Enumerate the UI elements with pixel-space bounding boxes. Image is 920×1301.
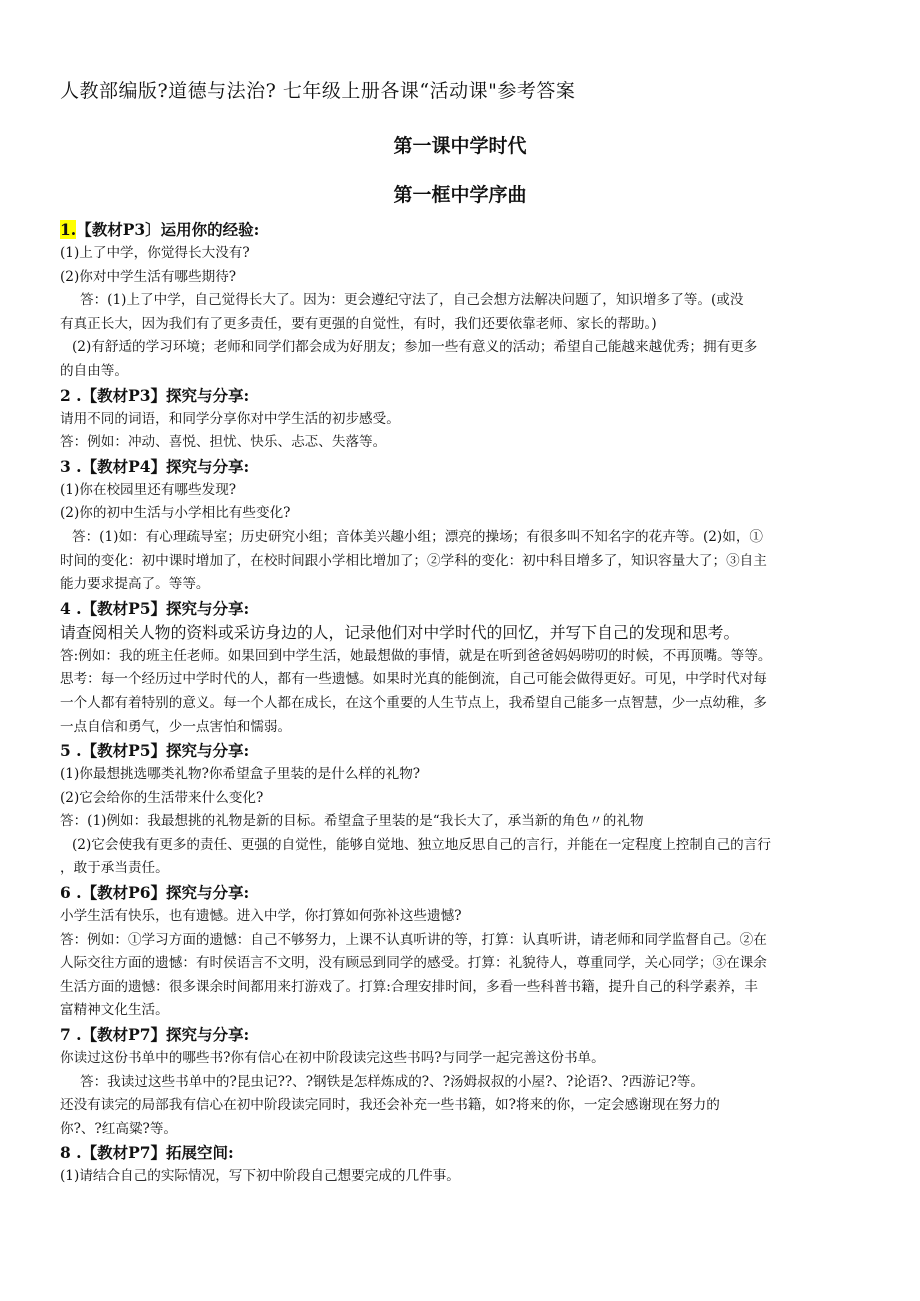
question-2-answer: 答：例如：冲动、喜悦、担忧、快乐、忐忑、失落等。 <box>60 434 387 451</box>
question-1-title: 【教材P3〕运用你的经验: <box>76 220 260 239</box>
question-6-prompt: 小学生活有快乐，也有遗憾。进入中学，你打算如何弥补这些遗憾? <box>60 908 462 925</box>
content-body <box>60 218 862 1189</box>
question-1-answer-line: (2)有舒适的学习环境；老师和同学们都会成为好朋友；参加一些有意义的活动；希望自己能越来越优秀；拥有更多 <box>72 339 758 356</box>
question-7-answer-line: 答：我读过这些书单中的?昆虫记??、?钢铁是怎样炼成的?、?汤姆叔叔的小屋?、?论语?、?西游记?等。 <box>80 1073 704 1090</box>
question-3-answer-line: 答：(1)如：有心理疏导室；历史研究小组；音体美兴趣小组；漂亮的操场；有很多叫不知名字的花卉等。(2)如，① <box>72 528 764 545</box>
question-2-prompt: 请用不同的词语，和同学分享你对中学生活的初步感受。 <box>60 410 400 427</box>
question-5-item: (2)它会给你的生活带来什么变化? <box>60 789 264 806</box>
question-7-heading: 7 .【教材P7】探究与分享: <box>60 1025 250 1045</box>
question-4-prompt: 请查阅相关人物的资料或采访身边的人，记录他们对中学时代的回忆，并写下自己的发现和思考。 <box>60 622 740 642</box>
question-1-item: (1)上了中学，你觉得长大没有? <box>60 245 250 261</box>
question-5-answer-line: ，敢于承当责任。 <box>60 860 169 877</box>
document-title: 人教部编版?道德与法治? 七年级上册各课“活动课"参考答案 <box>60 80 576 102</box>
lesson-title: 第一课中学时代 <box>393 135 527 157</box>
question-1-answer-line: 有真正长大，因为我们有了更多责任，要有更强的自觉性，有时，我们还要依靠老师、家长的帮助。) <box>60 315 657 332</box>
question-3-item: (1)你在校园里还有哪些发现? <box>60 481 237 498</box>
question-3-answer-line: 能力要求提高了。等等。 <box>60 576 210 593</box>
question-3-item: (2)你的初中生活与小学相比有些变化? <box>60 505 291 522</box>
question-5-answer-line: 答：(1)例如：我最想挑的礼物是新的目标。希望盒子里装的是“我长大了，承当新的角色〃的礼物 <box>60 813 644 830</box>
question-6-answer-line: 富精神文化生活。 <box>60 1002 169 1019</box>
question-7-answer-line: 你?、?红高粱?等。 <box>60 1120 178 1137</box>
question-4-answer-line: 一点自信和勇气，少一点害怕和懦弱。 <box>60 718 292 735</box>
question-1-item: (2)你对中学生活有哪些期待? <box>60 268 237 285</box>
section-title: 第一框中学序曲 <box>393 184 527 206</box>
question-2-heading: 2 .【教材P3】探究与分享: <box>60 385 250 405</box>
question-3-answer-line: 时间的变化：初中课时增加了，在校时间跟小学相比增加了；②学科的变化：初中科目增多了，知识容量大了；③自主 <box>60 552 767 569</box>
question-6-answer-line: 人际交往方面的遗憾：有时侯语言不文明，没有顾忌到同学的感受。打算：礼貌待人，尊重同学，关心同学；③在课余 <box>60 955 767 972</box>
question-6-heading: 6 .【教材P6】探究与分享: <box>60 883 250 903</box>
question-4-answer-line: 思考：每一个经历过中学时代的人，都有一些遗憾。如果时光真的能倒流，自己可能会做得更好。可见，中学时代对每 <box>60 671 767 688</box>
question-1-number: 1. <box>60 220 77 239</box>
question-3-heading: 3 .【教材P4】探究与分享: <box>60 456 250 476</box>
question-7-prompt: 你读过这份书单中的哪些书?你有信心在初中阶段读完这些书吗?与同学一起完善这份书单。 <box>60 1050 605 1067</box>
question-7-answer-line: 还没有读完的局部我有信心在初中阶段读完同时，我还会补充一些书籍，如?将来的你，一定会感谢现在努力的 <box>60 1097 720 1114</box>
question-5-heading: 5 .【教材P5】探究与分享: <box>60 741 250 761</box>
question-5-item: (1)你最想挑选哪类礼物?你希望盒子里装的是什么样的礼物? <box>60 766 421 783</box>
question-8-item: (1)请结合自己的实际情况，写下初中阶段自己想要完成的几件事。 <box>60 1168 460 1185</box>
question-8-heading: 8 .【教材P7】拓展空间: <box>60 1143 234 1163</box>
question-4-answer-line: 一个人都有着特别的意义。每一个人都在成长，在这个重要的人生节点上，我希望自己能多一点智慧，少一点幼稚，多 <box>60 694 767 711</box>
question-6-answer-line: 生活方面的遗憾：很多课余时间都用来打游戏了。打算:合理安排时间，多看一些科普书籍，提升自己的科学素养，丰 <box>60 978 758 995</box>
question-1-heading <box>60 218 862 242</box>
question-6-answer-line: 答：例如：①学习方面的遗憾：自己不够努力，上课不认真听讲的等，打算：认真听讲，请老师和同学监督自己。②在 <box>60 931 767 948</box>
question-4-heading: 4 .【教材P5】探究与分享: <box>60 598 250 618</box>
question-5-answer-line: (2)它会使我有更多的责任、更强的自觉性，能够自觉地、独立地反思自己的言行，并能在一定程度上控制自己的言行 <box>72 836 771 853</box>
question-4-answer-line: 答:例如：我的班主任老师。如果回到中学生活，她最想做的事情，就是在听到爸爸妈妈唠叨的时候，不再顶嘴。等等。 <box>60 647 772 664</box>
question-1-answer-line: 的自由等。 <box>60 362 128 379</box>
question-1-answer-line: 答：(1)上了中学，自己觉得长大了。因为：更会遵纪守法了，自己会想方法解决问题了，知识增多了等。(或没 <box>80 292 744 309</box>
